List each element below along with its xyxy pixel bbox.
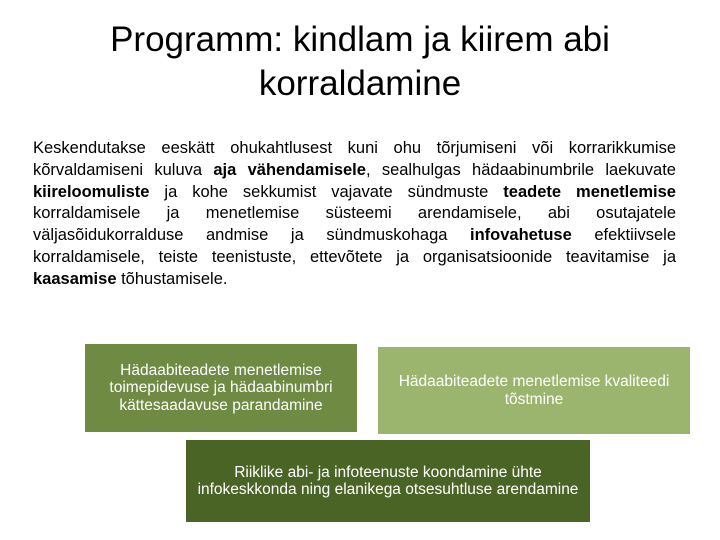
- goal-box-quality-label: Hädaabiteadete menetlemise kvaliteedi tõstmine: [398, 373, 670, 408]
- paragraph-emphasis: kaasamise: [33, 269, 117, 288]
- paragraph-segment: Keskendutakse eeskätt ohukahtlusest kuni ohu tõrjumiseni või korrarikkumise kõrvaldamiseni kuluva: [33, 139, 676, 179]
- paragraph-emphasis: kiireloomuliste: [33, 182, 150, 201]
- goal-box-availability: [85, 344, 357, 432]
- paragraph-segment: ja kohe sekkumist vajavate sündmuste: [149, 182, 504, 201]
- goal-box-consolidation: [186, 440, 590, 522]
- paragraph-segment: , sealhulgas hädaabinumbrile laekuvate: [365, 160, 676, 179]
- paragraph-emphasis: teadete menetlemise: [503, 182, 676, 201]
- title-line-2: korraldamine: [258, 64, 462, 103]
- paragraph-segment: tõhustamisele.: [116, 269, 228, 288]
- paragraph-segment: korraldamisele ja menetlemise süsteemi arendamisele, abi osutajatele väljasõidukorralduse andmise ja sündmuskohaga: [33, 204, 676, 245]
- paragraph-emphasis: aja vähendamisele: [213, 160, 366, 179]
- slide-title: [40, 18, 680, 106]
- goal-box-quality: [378, 347, 690, 434]
- body-paragraph: [33, 138, 676, 291]
- goal-box-availability-label: Hädaabiteadete menetlemise toimepidevuse ja hädaabinumbri kättesaadavuse parandamine: [109, 361, 333, 414]
- goal-box-consolidation-label: Riiklike abi- ja infoteenuste koondamine ühte infokeskkonda ning elanikega otsesuhtluse arendamine: [197, 463, 579, 498]
- title-line-1: Programm: kindlam ja kiirem abi: [110, 20, 610, 59]
- paragraph-emphasis: infovahetuse: [470, 226, 572, 245]
- paragraph-segment: efektiivsele korraldamisele, teiste teenistuste, ettevõtete ja organisatsioonide teavitamise ja: [33, 226, 676, 266]
